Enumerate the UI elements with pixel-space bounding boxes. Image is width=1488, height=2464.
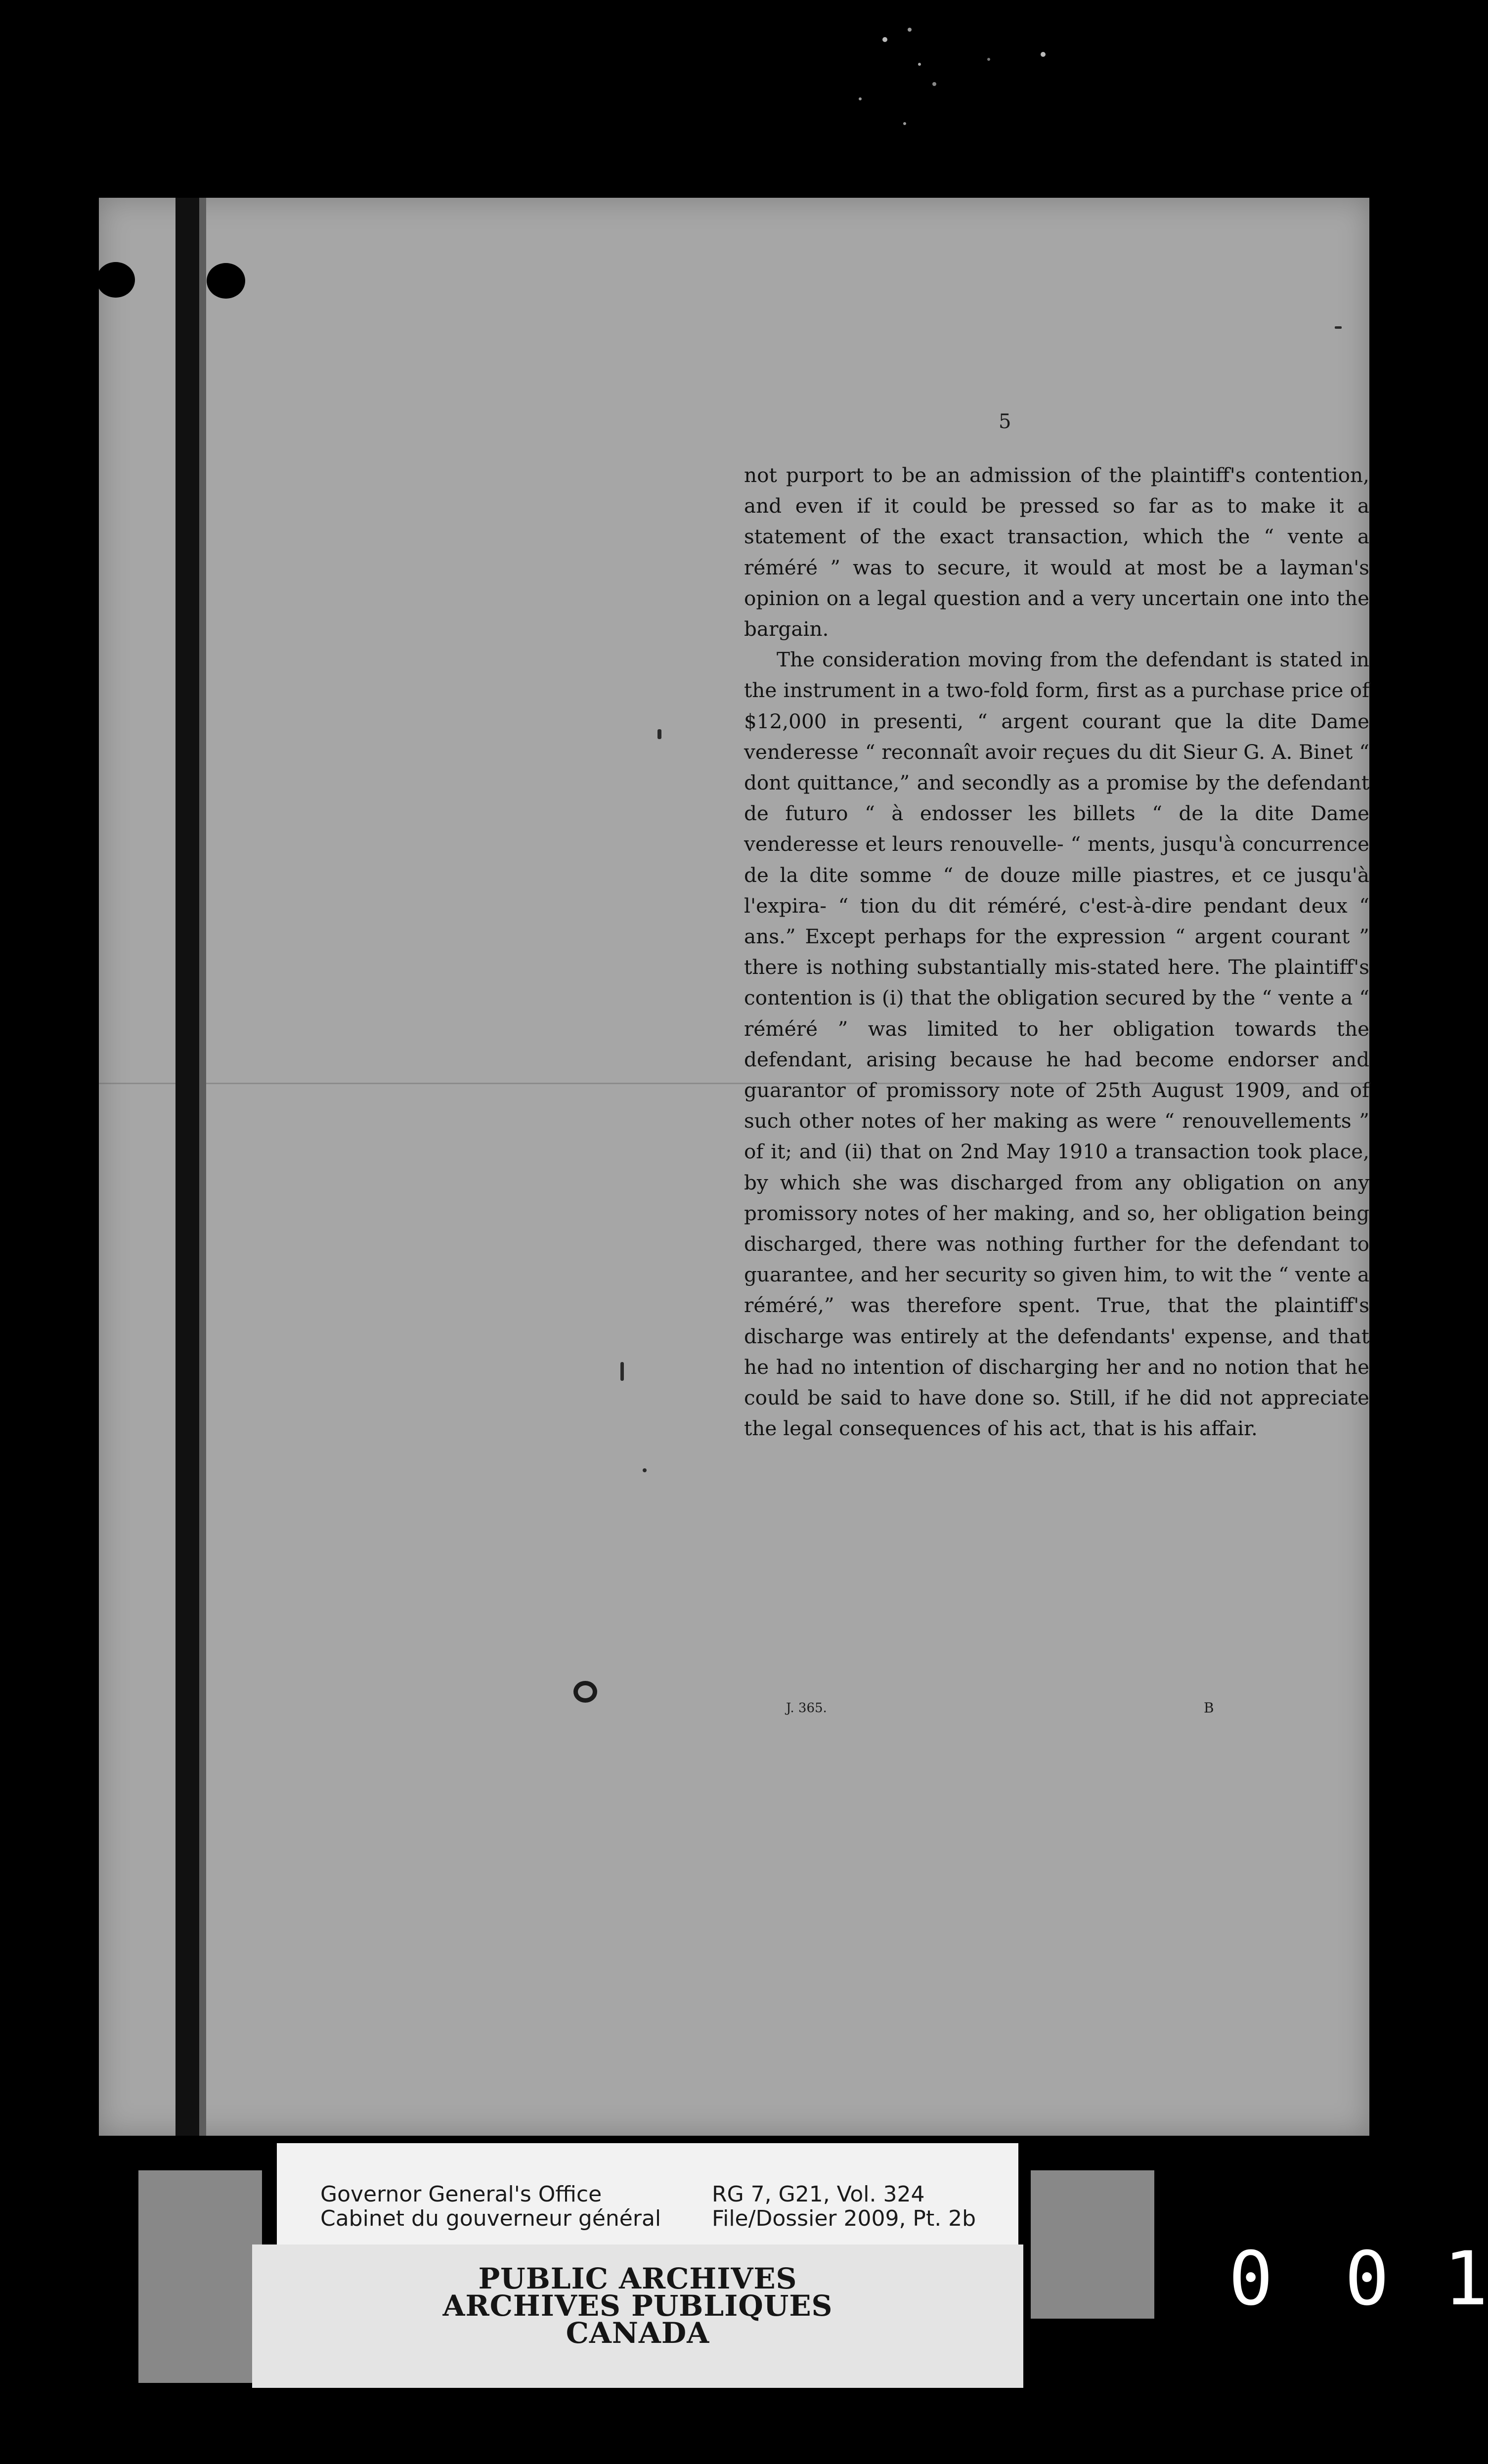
stamp-line-country: CANADA xyxy=(566,2316,710,2350)
archive-reference-label xyxy=(277,2143,1018,2244)
paper-speck xyxy=(1335,326,1342,329)
punch-hole-icon xyxy=(96,262,135,298)
frame-counter-digit: 0 xyxy=(1228,2236,1273,2322)
stamp-line-french: ARCHIVES PUBLIQUES xyxy=(442,2289,833,2323)
paragraph: not purport to be an admission of the plaintiff's contention, and even if it could be pressed so far as to make it a statement of the exact transaction, which the “ vente a réméré ” was to secure, it would at most be a layman's opinion on a legal question and a very uncertain one into the bargain. xyxy=(744,463,1369,641)
binding-strip xyxy=(175,198,199,2136)
scan-specks xyxy=(840,10,1088,133)
frame-counter-digit: 1 xyxy=(1444,2236,1488,2322)
page-number: 5 xyxy=(999,410,1011,433)
binding-edge xyxy=(199,198,206,2136)
stamp-line-english: PUBLIC ARCHIVES xyxy=(478,2262,797,2295)
frame-counter-digit: 0 xyxy=(1345,2236,1390,2322)
printer-signature: J. 365. xyxy=(786,1701,827,1716)
paper-speck xyxy=(657,729,661,739)
ink-blot xyxy=(573,1681,597,1703)
film-margin-block xyxy=(138,2170,262,2383)
office-name-english: Governor General's Office xyxy=(320,2182,602,2207)
document-page xyxy=(99,198,1369,2136)
punch-hole-icon xyxy=(207,263,245,299)
paragraph: The consideration moving from the defendant is stated in the instrument in a two-fold form, first as a purchase price of $12,000 in presenti, “ argent courant que la dite Dame venderesse “ reconnaît avoir reçues du dit Sieur G. A. Binet “ dont quittance,” and secondly as a promise by the defendant de futuro “ à endosser les billets “ de la dite Dame venderesse et leurs renouvelle- “ ments, jusqu'à concurrence de la dite somme “ de douze mille piastres, et ce jusqu'à l'expira- “ tion du dit réméré, c'est-à-dire pendant deux “ ans.” Except perhaps for the expression “ argent courant ” there is nothing substantially mis-stated here. The plaintiff's contention is (i) that the obligation secured by the “ vente a “ réméré ” was limited to her obligation towards the defendant, arising because he had become endorser and guarantor of promissory note of 25th August 1909, and of such other notes of her making as were “ renouvellements ” of it; and (ii) that on 2nd May 1910 a transaction took place, by which she was discharged from any obligation on any promissory notes of her making, and so, her obligation being discharged, there was nothing further for the defendant to guarantee, and her security so given him, to wit the “ vente a réméré,” was therefore spent. True, that the plaintiff's discharge was entirely at the defendants' expense, and that he had no intention of discharging her and no notion that he could be said to have done so. Still, if he did not appreciate the legal consequences of his act, that is his affair. xyxy=(744,648,1369,1441)
office-name-french: Cabinet du gouverneur général xyxy=(320,2206,661,2231)
file-reference: File/Dossier 2009, Pt. 2b xyxy=(712,2206,976,2231)
paper-speck xyxy=(643,1468,647,1472)
body-text xyxy=(744,460,1369,1444)
signature-letter: B xyxy=(1204,1700,1214,1716)
record-group-reference: RG 7, G21, Vol. 324 xyxy=(712,2182,925,2207)
film-margin-block xyxy=(1031,2170,1154,2319)
paper-speck xyxy=(620,1362,624,1381)
archive-stamp xyxy=(252,2244,1023,2388)
